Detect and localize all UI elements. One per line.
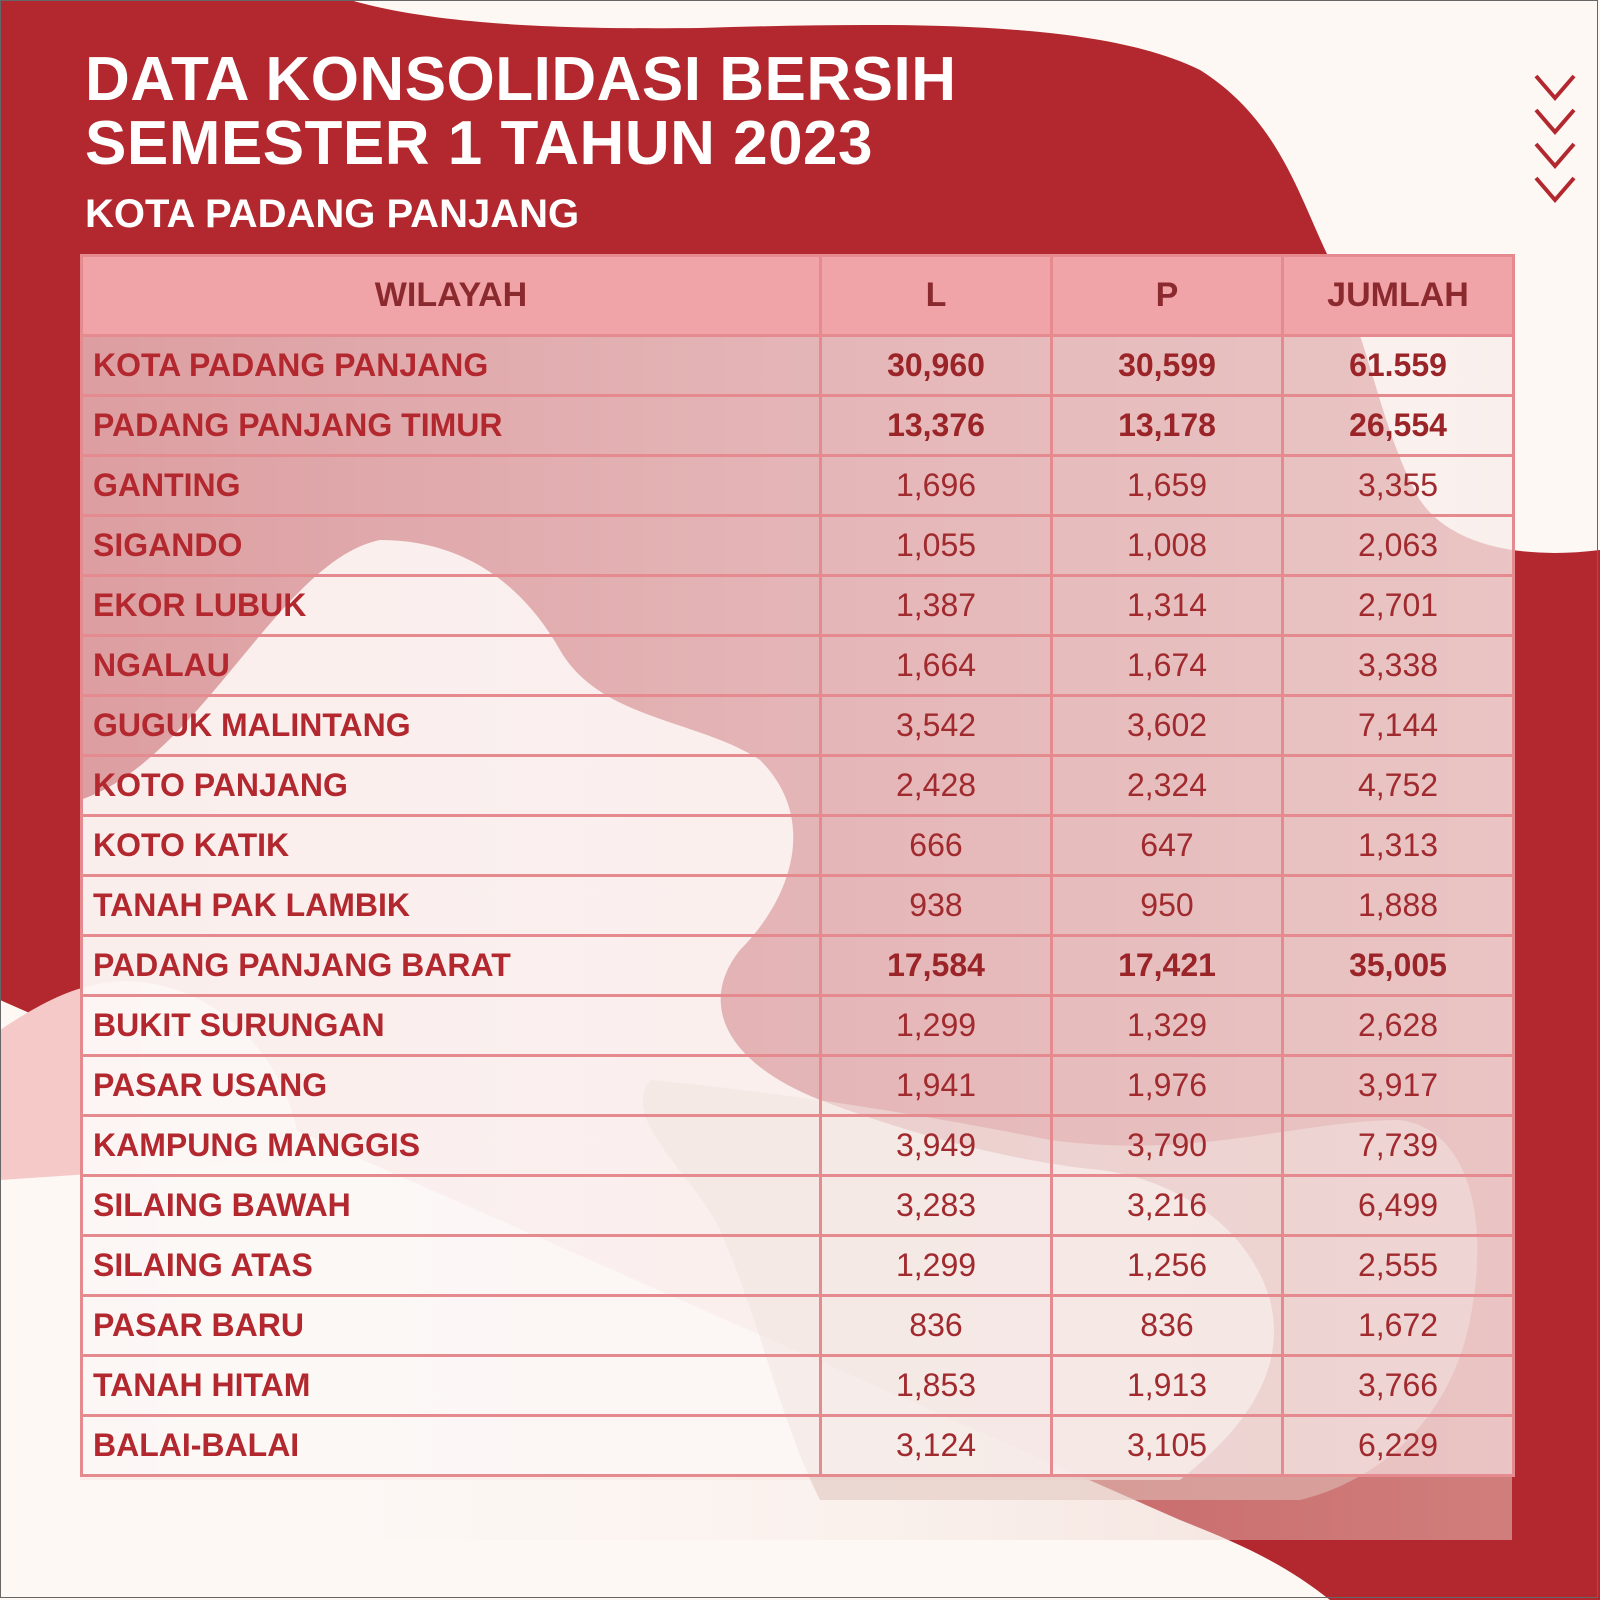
- cell-jumlah: 3,338: [1283, 636, 1514, 696]
- cell-jumlah: 3,766: [1283, 1356, 1514, 1416]
- table-row: [82, 516, 1514, 576]
- header-jumlah: JUMLAH: [1283, 256, 1514, 336]
- cell-l: 17,584: [821, 936, 1052, 996]
- cell-l: 3,283: [821, 1176, 1052, 1236]
- cell-wilayah: SILAING BAWAH: [82, 1176, 821, 1236]
- table-row: [82, 1416, 1514, 1476]
- header-wilayah: WILAYAH: [82, 256, 821, 336]
- table-row: [82, 936, 1514, 996]
- table-row: [82, 636, 1514, 696]
- page-subtitle: KOTA PADANG PANJANG: [85, 192, 580, 236]
- cell-l: 1,696: [821, 456, 1052, 516]
- cell-wilayah: SIGANDO: [82, 516, 821, 576]
- cell-p: 1,674: [1052, 636, 1283, 696]
- cell-l: 1,941: [821, 1056, 1052, 1116]
- cell-l: 1,299: [821, 996, 1052, 1056]
- population-table: [80, 254, 1515, 1477]
- table-row: [82, 1296, 1514, 1356]
- cell-jumlah: 1,888: [1283, 876, 1514, 936]
- cell-jumlah: 3,917: [1283, 1056, 1514, 1116]
- cell-jumlah: 6,229: [1283, 1416, 1514, 1476]
- table-row: [82, 816, 1514, 876]
- cell-l: 1,664: [821, 636, 1052, 696]
- cell-p: 13,178: [1052, 396, 1283, 456]
- cell-l: 3,949: [821, 1116, 1052, 1176]
- cell-jumlah: 7,739: [1283, 1116, 1514, 1176]
- cell-p: 2,324: [1052, 756, 1283, 816]
- cell-jumlah: 26,554: [1283, 396, 1514, 456]
- cell-jumlah: 1,313: [1283, 816, 1514, 876]
- table-row: [82, 336, 1514, 396]
- cell-jumlah: 1,672: [1283, 1296, 1514, 1356]
- cell-jumlah: 6,499: [1283, 1176, 1514, 1236]
- cell-l: 3,124: [821, 1416, 1052, 1476]
- cell-l: 1,055: [821, 516, 1052, 576]
- cell-l: 13,376: [821, 396, 1052, 456]
- cell-wilayah: PASAR USANG: [82, 1056, 821, 1116]
- cell-p: 1,329: [1052, 996, 1283, 1056]
- header-l: L: [821, 256, 1052, 336]
- cell-l: 1,853: [821, 1356, 1052, 1416]
- title-line-2: SEMESTER 1 TAHUN 2023: [85, 109, 874, 178]
- cell-p: 17,421: [1052, 936, 1283, 996]
- cell-p: 1,256: [1052, 1236, 1283, 1296]
- cell-wilayah: EKOR LUBUK: [82, 576, 821, 636]
- table-header-row: [82, 256, 1514, 336]
- cell-wilayah: PASAR BARU: [82, 1296, 821, 1356]
- table-body: [82, 336, 1514, 1476]
- cell-jumlah: 2,628: [1283, 996, 1514, 1056]
- cell-p: 950: [1052, 876, 1283, 936]
- table-row: [82, 396, 1514, 456]
- cell-p: 3,602: [1052, 696, 1283, 756]
- cell-wilayah: KOTO PANJANG: [82, 756, 821, 816]
- cell-p: 1,659: [1052, 456, 1283, 516]
- cell-wilayah: GANTING: [82, 456, 821, 516]
- cell-wilayah: PADANG PANJANG TIMUR: [82, 396, 821, 456]
- cell-wilayah: GUGUK MALINTANG: [82, 696, 821, 756]
- cell-p: 1,976: [1052, 1056, 1283, 1116]
- table-row: [82, 1056, 1514, 1116]
- cell-wilayah: PADANG PANJANG BARAT: [82, 936, 821, 996]
- cell-l: 1,387: [821, 576, 1052, 636]
- table-row: [82, 1236, 1514, 1296]
- cell-p: 30,599: [1052, 336, 1283, 396]
- cell-p: 647: [1052, 816, 1283, 876]
- cell-l: 836: [821, 1296, 1052, 1356]
- table-row: [82, 996, 1514, 1056]
- cell-wilayah: TANAH HITAM: [82, 1356, 821, 1416]
- cell-wilayah: NGALAU: [82, 636, 821, 696]
- cell-jumlah: 2,063: [1283, 516, 1514, 576]
- cell-wilayah: TANAH PAK LAMBIK: [82, 876, 821, 936]
- cell-wilayah: BALAI-BALAI: [82, 1416, 821, 1476]
- table-row: [82, 576, 1514, 636]
- cell-jumlah: 4,752: [1283, 756, 1514, 816]
- cell-jumlah: 2,701: [1283, 576, 1514, 636]
- cell-jumlah: 61.559: [1283, 336, 1514, 396]
- cell-wilayah: SILAING ATAS: [82, 1236, 821, 1296]
- cell-jumlah: 35,005: [1283, 936, 1514, 996]
- cell-l: 666: [821, 816, 1052, 876]
- cell-p: 1,314: [1052, 576, 1283, 636]
- cell-jumlah: 7,144: [1283, 696, 1514, 756]
- table-row: [82, 876, 1514, 936]
- table-row: [82, 456, 1514, 516]
- cell-l: 3,542: [821, 696, 1052, 756]
- header-p: P: [1052, 256, 1283, 336]
- table-row: [82, 696, 1514, 756]
- cell-wilayah: BUKIT SURUNGAN: [82, 996, 821, 1056]
- cell-l: 938: [821, 876, 1052, 936]
- cell-jumlah: 2,555: [1283, 1236, 1514, 1296]
- cell-p: 3,790: [1052, 1116, 1283, 1176]
- cell-p: 1,913: [1052, 1356, 1283, 1416]
- title-line-1: DATA KONSOLIDASI BERSIH: [85, 45, 957, 114]
- cell-jumlah: 3,355: [1283, 456, 1514, 516]
- cell-l: 1,299: [821, 1236, 1052, 1296]
- table-row: [82, 1116, 1514, 1176]
- cell-l: 30,960: [821, 336, 1052, 396]
- cell-l: 2,428: [821, 756, 1052, 816]
- cell-wilayah: KAMPUNG MANGGIS: [82, 1116, 821, 1176]
- table-row: [82, 756, 1514, 816]
- cell-p: 836: [1052, 1296, 1283, 1356]
- table-row: [82, 1356, 1514, 1416]
- cell-p: 1,008: [1052, 516, 1283, 576]
- cell-wilayah: KOTA PADANG PANJANG: [82, 336, 821, 396]
- page-title: [85, 45, 957, 178]
- chevron-down-stack-icon: [1530, 70, 1580, 215]
- cell-wilayah: KOTO KATIK: [82, 816, 821, 876]
- table-row: [82, 1176, 1514, 1236]
- cell-p: 3,216: [1052, 1176, 1283, 1236]
- cell-p: 3,105: [1052, 1416, 1283, 1476]
